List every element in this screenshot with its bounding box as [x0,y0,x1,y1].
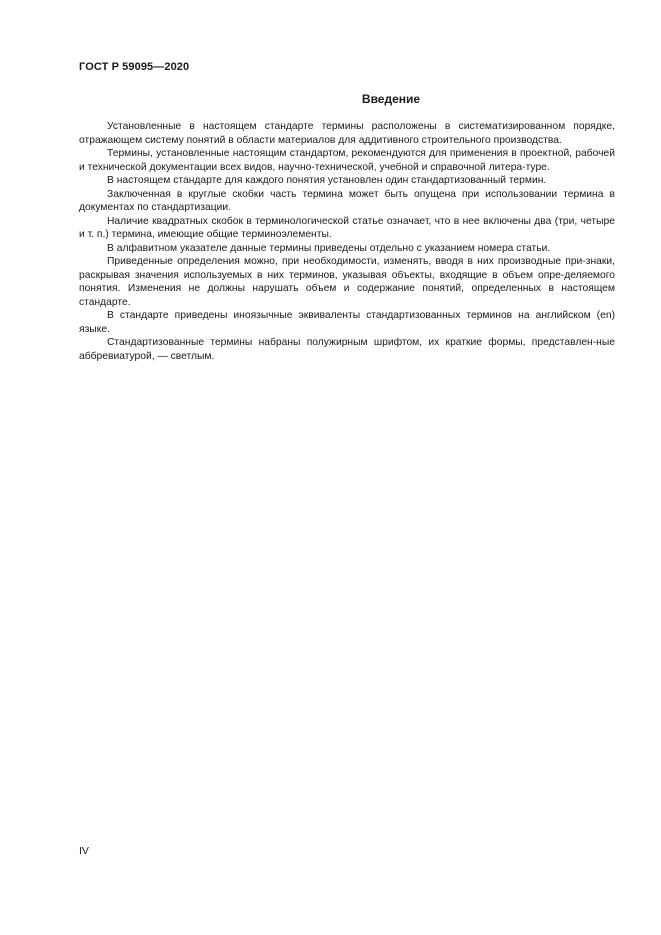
paragraph: В настоящем стандарте для каждого понятия установлен один стандартизованный термин. [107,175,547,186]
introduction-body [79,120,615,363]
standard-number: ГОСТ Р 59095—2020 [79,61,190,73]
paragraph: Термины, установленные настоящим стандартом, рекомендуются для применения в проектной, рабочей и технической документации всех видов, научно-технической, учебной и справочной литера-туре. [79,148,615,173]
paragraph: В стандарте приведены иноязычные эквиваленты стандартизованных терминов на английском (en) языке. [79,310,615,335]
paragraph: В алфавитном указателе данные термины приведены отдельно с указанием номера статьи. [107,242,551,254]
section-title: Введение [361,92,421,106]
paragraph: Наличие квадратных скобок в терминологической статье означает, что в нее включены два (три, четыре и т. п.) термина, имеющие общие терминоэлементы. [79,215,615,240]
page-number: IV [79,845,89,857]
paragraph: Стандартизованные термины набраны полужирным шрифтом, их краткие формы, представлен-ные аббревиатурой, — светлым. [79,337,615,362]
paragraph: Приведенные определения можно, при необходимости, изменять, вводя в них производные при-знаки, раскрывая значения используемых в них терминов, указывая объекты, входящие в объем опре-деляемого понятия. Изменения не должны нарушать объем и содержание понятий, определенных в настоящем стандарте. [79,256,615,308]
paragraph: Установленные в настоящем стандарте термины расположены в систематизированном порядке, отражающем систему понятий в области материалов для аддитивного строительного производства. [79,121,615,146]
paragraph: Заключенная в круглые скобки часть термина может быть опущена при использовании термина в документах по стандартизации. [79,188,615,213]
